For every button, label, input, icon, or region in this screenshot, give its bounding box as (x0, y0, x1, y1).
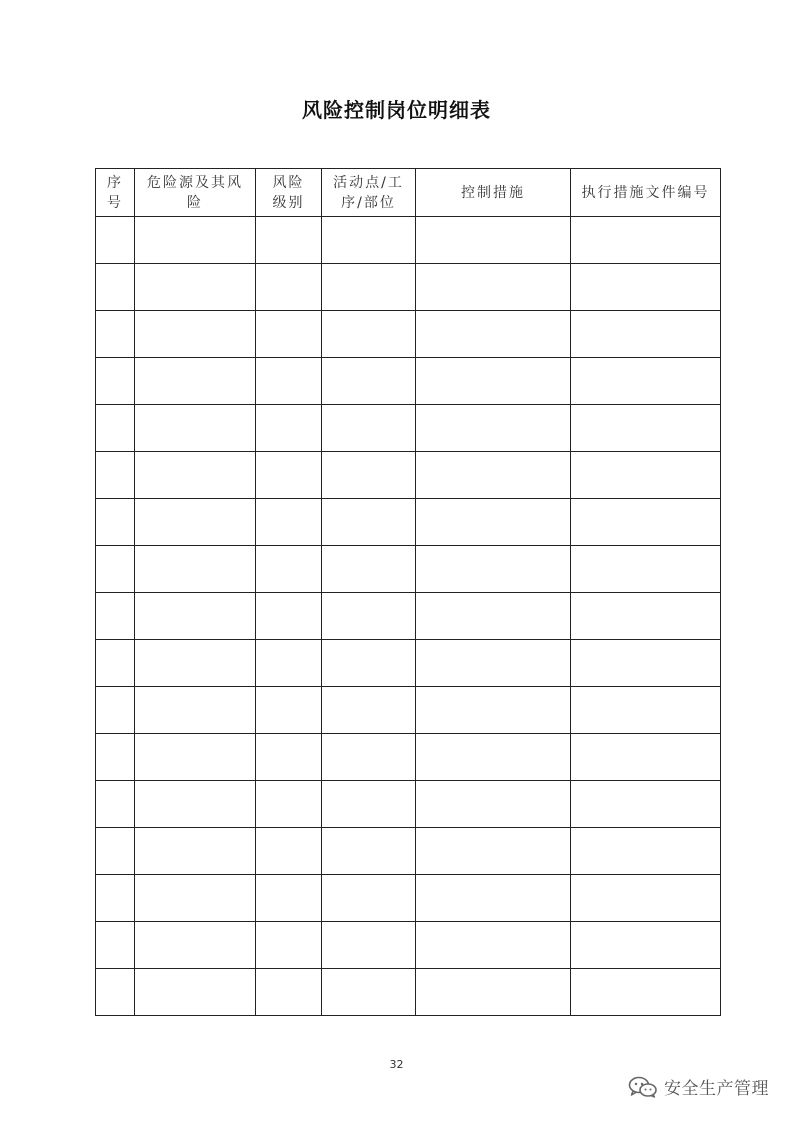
table-cell[interactable] (322, 640, 416, 687)
table-cell[interactable] (96, 264, 135, 311)
table-cell[interactable] (322, 546, 416, 593)
table-cell[interactable] (96, 875, 135, 922)
table-cell[interactable] (256, 687, 322, 734)
table-cell[interactable] (96, 217, 135, 264)
table-cell[interactable] (416, 217, 571, 264)
table-cell[interactable] (96, 452, 135, 499)
table-cell[interactable] (135, 969, 256, 1016)
page-number: 32 (389, 1058, 404, 1071)
table-cell[interactable] (322, 828, 416, 875)
table-row (96, 687, 721, 734)
table-cell[interactable] (96, 969, 135, 1016)
page-title: 风险控制岗位明细表 (302, 98, 491, 122)
table-cell[interactable] (256, 311, 322, 358)
table-cell[interactable] (96, 687, 135, 734)
table-cell[interactable] (96, 593, 135, 640)
table-cell[interactable] (135, 640, 256, 687)
table-cell[interactable] (571, 781, 721, 828)
table-cell[interactable] (416, 405, 571, 452)
table-cell[interactable] (416, 640, 571, 687)
table-cell[interactable] (96, 358, 135, 405)
table-cell[interactable] (256, 875, 322, 922)
table-cell[interactable] (256, 593, 322, 640)
table-row (96, 828, 721, 875)
table-cell[interactable] (135, 781, 256, 828)
table-cell[interactable] (96, 828, 135, 875)
table-cell[interactable] (256, 452, 322, 499)
table-cell[interactable] (135, 875, 256, 922)
table-row (96, 358, 721, 405)
table-cell[interactable] (322, 922, 416, 969)
risk-control-table (95, 168, 721, 1016)
table-row (96, 734, 721, 781)
table-row (96, 405, 721, 452)
table-cell[interactable] (256, 499, 322, 546)
table-cell[interactable] (322, 593, 416, 640)
table-cell[interactable] (416, 264, 571, 311)
table-cell[interactable] (135, 734, 256, 781)
table-cell[interactable] (96, 405, 135, 452)
table-cell[interactable] (416, 311, 571, 358)
table-cell[interactable] (135, 264, 256, 311)
table-cell[interactable] (96, 734, 135, 781)
table-cell[interactable] (571, 969, 721, 1016)
table-header-row (96, 169, 721, 217)
table-row (96, 922, 721, 969)
table-cell[interactable] (416, 358, 571, 405)
table-cell[interactable] (96, 499, 135, 546)
table-row (96, 311, 721, 358)
table-cell[interactable] (96, 781, 135, 828)
table-cell[interactable] (96, 640, 135, 687)
table-cell[interactable] (96, 311, 135, 358)
table-cell[interactable] (322, 499, 416, 546)
table-cell[interactable] (135, 358, 256, 405)
table-row (96, 546, 721, 593)
table-cell[interactable] (571, 499, 721, 546)
table-cell[interactable] (322, 264, 416, 311)
wechat-icon (628, 1076, 658, 1098)
header-activity-process-location: 活动点/工序/部位 (322, 169, 416, 217)
table-cell[interactable] (322, 452, 416, 499)
table-cell[interactable] (416, 593, 571, 640)
table-cell[interactable] (571, 687, 721, 734)
table-cell[interactable] (322, 358, 416, 405)
table-cell[interactable] (256, 640, 322, 687)
table-cell[interactable] (322, 405, 416, 452)
table-cell[interactable] (322, 311, 416, 358)
header-risk-level: 风险级别 (256, 169, 322, 217)
table-cell[interactable] (571, 828, 721, 875)
table-cell[interactable] (135, 922, 256, 969)
table-cell[interactable] (135, 311, 256, 358)
table-row (96, 452, 721, 499)
table-cell[interactable] (135, 828, 256, 875)
table-cell[interactable] (135, 546, 256, 593)
table-cell[interactable] (135, 217, 256, 264)
table-cell[interactable] (96, 922, 135, 969)
table-cell[interactable] (256, 922, 322, 969)
table-row (96, 593, 721, 640)
table-row (96, 969, 721, 1016)
table-row (96, 264, 721, 311)
table-cell[interactable] (571, 922, 721, 969)
table-cell[interactable] (416, 969, 571, 1016)
table-cell[interactable] (322, 687, 416, 734)
table-cell[interactable] (322, 969, 416, 1016)
table-cell[interactable] (416, 546, 571, 593)
table-cell[interactable] (416, 875, 571, 922)
watermark (628, 1074, 769, 1099)
table-cell[interactable] (135, 499, 256, 546)
table-cell[interactable] (416, 734, 571, 781)
table-cell[interactable] (135, 405, 256, 452)
table-cell[interactable] (322, 217, 416, 264)
table-cell[interactable] (256, 781, 322, 828)
table-cell[interactable] (571, 217, 721, 264)
table-cell[interactable] (256, 734, 322, 781)
table-cell[interactable] (256, 217, 322, 264)
table-cell[interactable] (256, 546, 322, 593)
table-cell[interactable] (256, 969, 322, 1016)
table-cell[interactable] (571, 546, 721, 593)
table-cell[interactable] (416, 828, 571, 875)
table-cell[interactable] (135, 687, 256, 734)
table-cell[interactable] (256, 358, 322, 405)
table-cell[interactable] (571, 358, 721, 405)
table-row (96, 875, 721, 922)
table-cell[interactable] (571, 593, 721, 640)
table-cell[interactable] (322, 875, 416, 922)
table-cell[interactable] (256, 405, 322, 452)
table-row (96, 217, 721, 264)
table-cell[interactable] (416, 452, 571, 499)
header-control-measures: 控制措施 (416, 169, 571, 217)
table-row (96, 499, 721, 546)
table-cell[interactable] (416, 687, 571, 734)
table-cell[interactable] (256, 264, 322, 311)
table-cell[interactable] (571, 405, 721, 452)
table-cell[interactable] (571, 640, 721, 687)
table-cell[interactable] (571, 452, 721, 499)
table-cell[interactable] (416, 922, 571, 969)
table-row (96, 781, 721, 828)
table-cell[interactable] (571, 311, 721, 358)
table-cell[interactable] (322, 734, 416, 781)
table-cell[interactable] (416, 781, 571, 828)
table-cell[interactable] (135, 452, 256, 499)
header-hazard-and-risk: 危险源及其风险 (135, 169, 256, 217)
table-cell[interactable] (96, 546, 135, 593)
watermark-text: 安全生产管理 (664, 1079, 769, 1099)
header-serial-number: 序号 (96, 169, 135, 217)
table-cell[interactable] (416, 499, 571, 546)
table-cell[interactable] (571, 734, 721, 781)
table-cell[interactable] (256, 828, 322, 875)
header-measure-document-number: 执行措施文件编号 (571, 169, 721, 217)
table-cell[interactable] (571, 875, 721, 922)
table-cell[interactable] (571, 264, 721, 311)
table-row (96, 640, 721, 687)
table-cell[interactable] (322, 781, 416, 828)
table-cell[interactable] (135, 593, 256, 640)
